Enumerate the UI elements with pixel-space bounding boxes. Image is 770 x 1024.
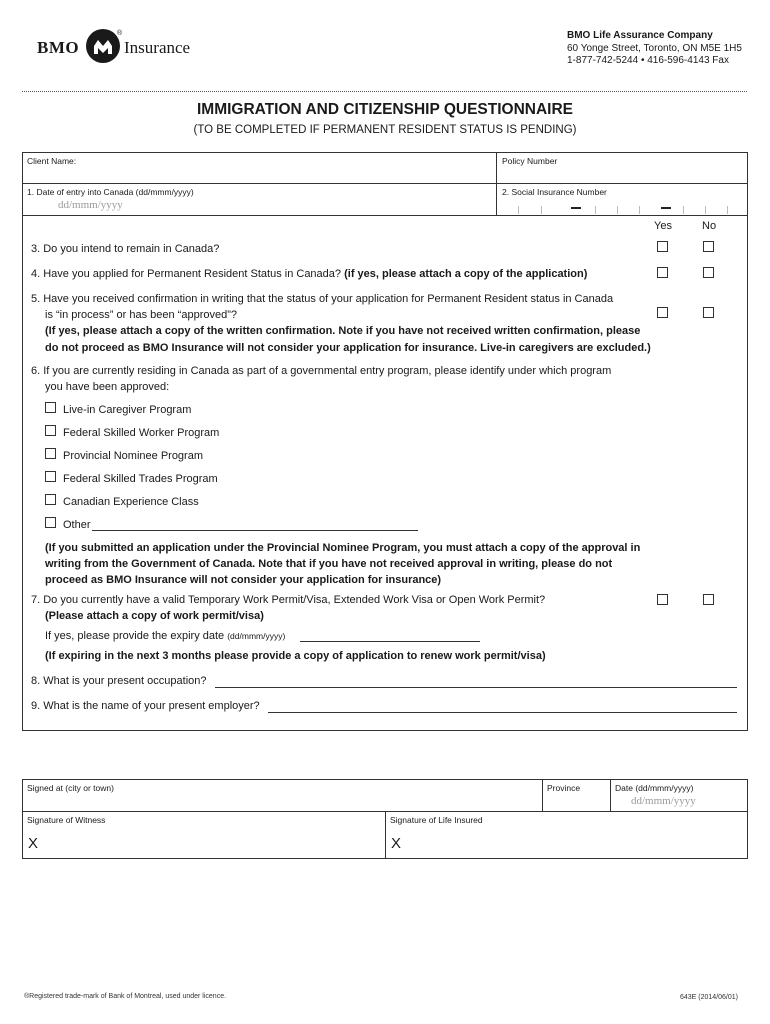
question-5-note-line2: do not proceed as BMO Insurance will not consider your application for insurance. Live-in caregivers are excluded.): [45, 341, 651, 354]
q7-expiry-label: [45, 628, 285, 644]
entry-date-label: 1. Date of entry into Canada (dd/mmm/yyyy): [27, 187, 194, 197]
sin-digit-separator: [639, 206, 640, 214]
q5-no-checkbox[interactable]: [703, 307, 714, 318]
program-federal-skilled-worker-checkbox[interactable]: [45, 425, 56, 436]
employer-input[interactable]: [268, 712, 737, 713]
question-6-note: [45, 540, 640, 589]
province-label: Province: [547, 783, 581, 793]
question-5-line1: 5. Have you received confirmation in writing that the status of your application for Permanent Resident status in Canada: [31, 293, 614, 305]
program-provincial-nominee-label: Provincial Nominee Program: [63, 450, 203, 462]
logo-insurance-text: Insurance: [124, 38, 191, 57]
signature-col-divider: [385, 811, 386, 858]
insured-signature-label: Signature of Life Insured: [390, 815, 483, 825]
question-4: [31, 266, 587, 282]
question-8: 8. What is your present occupation?: [31, 675, 207, 687]
page-title: IMMIGRATION AND CITIZENSHIP QUESTIONNAIRE: [196, 101, 574, 118]
program-other-checkbox[interactable]: [45, 517, 56, 528]
question-7: [31, 592, 545, 624]
witness-signature-x[interactable]: X: [28, 835, 39, 852]
sin-digit-separator: [595, 206, 596, 214]
company-name: BMO Life Assurance Company: [567, 30, 713, 41]
policy-number-label: Policy Number: [502, 156, 558, 166]
program-canadian-experience-label: Canadian Experience Class: [63, 496, 199, 508]
signature-col-divider: [610, 779, 611, 811]
q4-yes-checkbox[interactable]: [657, 267, 668, 278]
program-provincial-nominee-checkbox[interactable]: [45, 448, 56, 459]
q7-expiry-date-input[interactable]: [300, 641, 480, 642]
question-3: 3. Do you intend to remain in Canada?: [31, 243, 220, 255]
q7-no-checkbox[interactable]: [703, 594, 714, 605]
q5-yes-checkbox[interactable]: [657, 307, 668, 318]
no-column-header: No: [702, 220, 717, 232]
sin-digit-separator: [617, 206, 618, 214]
client-name-field[interactable]: [24, 168, 494, 182]
sin-dash: [661, 207, 671, 209]
company-phone: 1-877-742-5244 • 416-596-4143 Fax: [567, 55, 729, 66]
signed-at-label: Signed at (city or town): [27, 783, 114, 793]
signature-date-label: Date (dd/mmm/yyyy): [615, 783, 694, 793]
province-field[interactable]: [544, 795, 608, 809]
occupation-input[interactable]: [215, 687, 737, 688]
question-7-line1: 7. Do you currently have a valid Temporary Work Permit/Visa, Extended Work Visa or Open Work Permit?: [31, 594, 546, 606]
q4-no-checkbox[interactable]: [703, 267, 714, 278]
question-5-line2: is “in process” or has been “approved”?: [45, 309, 237, 322]
program-federal-skilled-trades-label: Federal Skilled Trades Program: [63, 473, 218, 485]
policy-number-field[interactable]: [499, 168, 745, 182]
client-name-label: Client Name:: [27, 156, 77, 166]
column-divider: [496, 152, 497, 215]
sin-label: 2. Social Insurance Number: [502, 187, 607, 197]
program-federal-skilled-trades-checkbox[interactable]: [45, 471, 56, 482]
question-6-line2: you have been approved:: [45, 381, 170, 394]
q7-expiry-format: (dd/mmm/yyyy): [227, 631, 286, 641]
question-5-note-line1: (If yes, please attach a copy of the written confirmation. Note if you have not received written confirmation, please: [45, 325, 641, 338]
sin-digit-separator: [705, 206, 706, 214]
question-6-line1: 6. If you are currently residing in Canada as part of a governmental entry program, please identify under which program: [31, 365, 612, 377]
header-divider: [22, 91, 747, 92]
sin-dash: [571, 207, 581, 209]
question-6-note-line2: writing from the Government of Canada. Note that if you have not received approval in writing, please do not: [45, 558, 613, 571]
program-canadian-experience-checkbox[interactable]: [45, 494, 56, 505]
program-live-in-caregiver-checkbox[interactable]: [45, 402, 56, 413]
q3-no-checkbox[interactable]: [703, 241, 714, 252]
question-6-note-line1: (If you submitted an application under the Provincial Nominee Program, you must attach a copy of the approval in: [45, 542, 641, 554]
company-info: [567, 30, 742, 68]
question-6-note-line3: proceed as BMO Insurance will not consider your application for insurance): [45, 574, 442, 587]
logo-registered-mark: ®: [117, 30, 123, 37]
question-4-note: (if yes, please attach a copy of the application): [344, 268, 588, 280]
sin-digit-separator: [727, 206, 728, 214]
q3-yes-checkbox[interactable]: [657, 241, 668, 252]
company-address: 60 Yonge Street, Toronto, ON M5E 1H5: [567, 42, 742, 54]
sin-digit-separator: [541, 206, 542, 214]
program-live-in-caregiver-label: Live-in Caregiver Program: [63, 404, 192, 416]
question-4-text: 4. Have you applied for Permanent Resident Status in Canada?: [31, 268, 345, 280]
logo-bmo-text: BMO: [37, 38, 80, 57]
sin-digit-separator: [683, 206, 684, 214]
question-5: [31, 291, 651, 356]
question-7-note: (Please attach a copy of work permit/visa): [45, 610, 264, 623]
sin-digit-separator: [518, 206, 519, 214]
signed-at-field[interactable]: [24, 795, 540, 809]
entry-date-input[interactable]: dd/mmm/yyyy: [58, 199, 123, 211]
row-divider: [22, 215, 748, 216]
program-federal-skilled-worker-label: Federal Skilled Worker Program: [63, 427, 220, 439]
yes-column-header: Yes: [654, 220, 672, 232]
row-divider: [22, 183, 748, 184]
q7-expiry-text: If yes, please provide the expiry date: [45, 630, 228, 642]
question-9: 9. What is the name of your present employer?: [31, 700, 260, 712]
bmo-roundel-logo-icon: [86, 29, 123, 63]
trademark-footnote: ®Registered trade-mark of Bank of Montreal, used under licence.: [24, 993, 227, 1000]
q7-yes-checkbox[interactable]: [657, 594, 668, 605]
program-other-input[interactable]: [92, 530, 418, 531]
form-code: 643E (2014/06/01): [680, 994, 738, 1001]
page-subtitle: (TO BE COMPLETED IF PERMANENT RESIDENT STATUS IS PENDING): [193, 124, 577, 136]
insured-signature-x[interactable]: X: [391, 835, 402, 852]
witness-signature-label: Signature of Witness: [27, 815, 106, 825]
question-6: [31, 363, 611, 395]
program-other-label: Other: [63, 519, 91, 531]
signature-col-divider: [542, 779, 543, 811]
question-7-renew-note: (If expiring in the next 3 months please provide a copy of application to renew work permit/visa): [45, 650, 546, 662]
signature-date-input[interactable]: dd/mmm/yyyy: [631, 795, 696, 807]
